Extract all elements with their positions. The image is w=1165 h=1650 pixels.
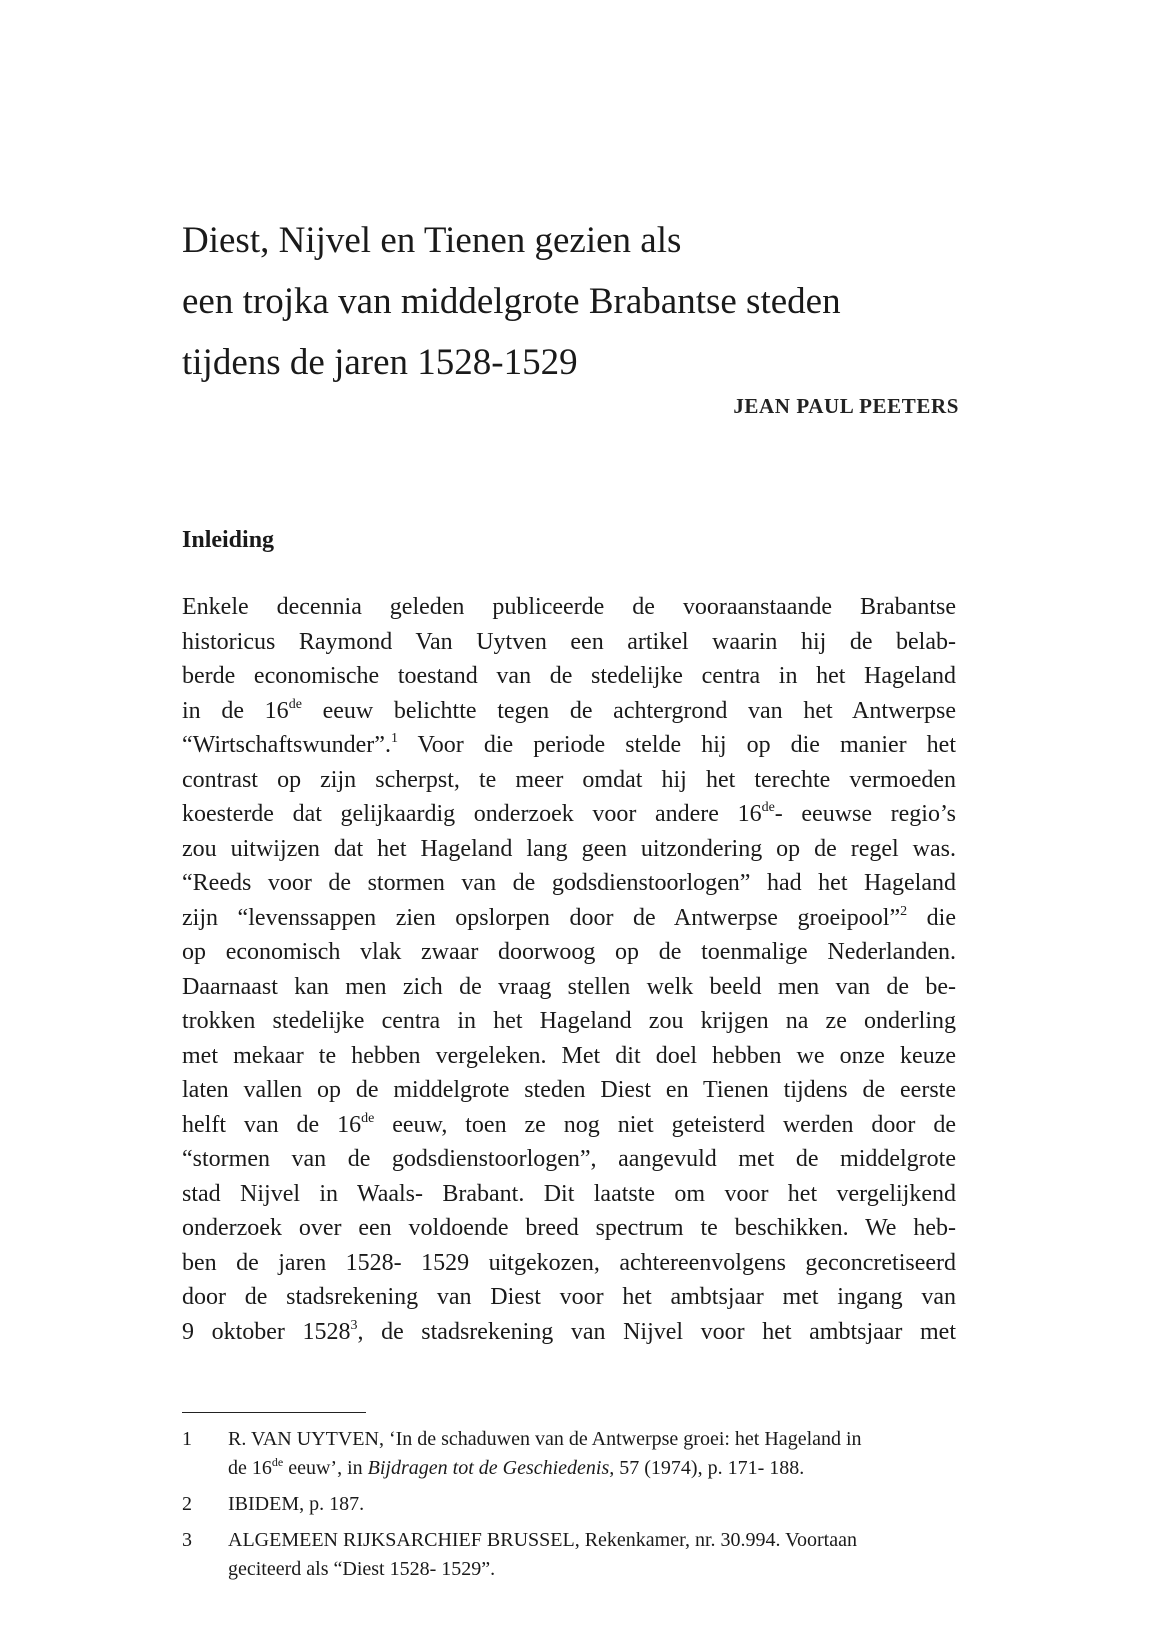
body-line: op economisch vlak zwaar doorwoog op de toenmalige Nederlanden.	[182, 939, 956, 965]
ordinal-superscript: de	[288, 696, 302, 712]
footnote-ref-3: 3	[350, 1317, 358, 1333]
body-line: zou uitwijzen dat het Hageland lang geen uitzondering op de regel was.	[182, 835, 956, 862]
body-line: contrast op zijn scherpst, te meer omdat hij het terechte vermoeden	[182, 766, 956, 793]
body-line: 9 oktober 1528$^3$, de stadsrekening van Nijvel voor het ambtsjaar met	[182, 1317, 956, 1345]
body-line: koesterde dat gelijkaardig onderzoek voor andere 16de- eeuwse regio’s	[182, 800, 956, 827]
footnote-1	[182, 1425, 956, 1483]
body-line: ben de jaren 1528- 1529 uitgekozen, achtereenvolgens geconcretiseerd	[182, 1249, 956, 1276]
ordinal-superscript: de	[361, 1110, 375, 1126]
body-line: in de 16de eeuw belichtte tegen de achtergrond van het Antwerpse	[182, 696, 957, 724]
footnote-number: 2	[182, 1493, 192, 1515]
body-line: Daarnaast kan men zich de vraag stellen welk beeld men van de be-	[182, 973, 956, 1000]
footnote-number: 3	[182, 1529, 192, 1551]
body-line: trokken stedelijke centra in het Hageland zou krijgen na ze onderling	[182, 1008, 956, 1034]
author-name: JEAN PAUL PEETERS	[733, 394, 959, 418]
footnote-number: 1	[182, 1428, 192, 1450]
body-line: historicus Raymond Van Uytven een artikel waarin hij de belab-	[182, 628, 956, 655]
journal-title: Bijdragen tot de Geschiedenis,	[367, 1457, 615, 1479]
title-line: tijdens de jaren 1528-1529	[182, 342, 578, 383]
footnote-text: R. VAN UYTVEN, ‘In de schaduwen van de Antwerpse groei: het Hageland in	[228, 1428, 862, 1450]
footnotes	[182, 1425, 956, 1591]
title-line: een trojka van middelgrote Brabantse steden	[182, 281, 841, 322]
body-line: met mekaar te hebben vergeleken. Met dit doel hebben we onze keuze	[182, 1042, 956, 1069]
article-title	[182, 210, 982, 393]
footnote-2	[182, 1490, 956, 1519]
footnote-text: geciteerd als “Diest 1528- 1529”.	[228, 1558, 496, 1580]
footnote-text: IBIDEM, p. 187.	[228, 1493, 365, 1515]
body-line: berde economische toestand van de stedelijke centra in het Hageland	[182, 663, 956, 689]
body-line: laten vallen op de middelgrote steden Diest en Tienen tijdens de eerste	[182, 1077, 956, 1103]
footnote-3	[182, 1526, 956, 1584]
section-heading: Inleiding	[182, 527, 275, 553]
footnote-text: de 16de eeuw’, in Bijdragen tot de Geschiedenis, 57 (1974), p. 171- 188.	[228, 1455, 805, 1479]
body-line: door de stadsrekening van Diest voor het ambtsjaar met ingang van	[182, 1284, 956, 1310]
body-line: stad Nijvel in Waals- Brabant. Dit laatste om voor het vergelijkend	[182, 1180, 956, 1207]
body-line: helft van de 16de eeuw, toen ze nog niet geteisterd werden door de	[182, 1110, 956, 1138]
ordinal-superscript: de	[761, 800, 775, 815]
footnote-text: ALGEMEEN RIJKSARCHIEF BRUSSEL, Rekenkamer, nr. 30.994. Voortaan	[228, 1529, 857, 1551]
body-line: “Wirtschaftswunder”.$^1$ Voor die periode stelde hij op die manier het	[182, 731, 956, 758]
body-paragraph	[182, 590, 956, 1349]
body-line: onderzoek over een voldoende breed spectrum te beschikken. We heb-	[182, 1215, 956, 1241]
body-line: Enkele decennia geleden publiceerde de vooraanstaande Brabantse	[182, 594, 956, 620]
body-line: “Reeds voor de stormen van de godsdienstoorlogen” had het Hageland	[182, 870, 956, 896]
footnote-divider	[182, 1412, 366, 1413]
body-line: “stormen van de godsdienstoorlogen”, aangevuld met de middelgrote	[182, 1146, 956, 1172]
body-line: zijn “levenssappen zien opslorpen door de Antwerpse groeipool”$^2$ die	[182, 903, 956, 931]
footnote-ref-2: 2	[900, 903, 908, 919]
footnote-ref-1: 1	[390, 731, 398, 746]
title-line: Diest, Nijvel en Tienen gezien als	[182, 220, 682, 261]
